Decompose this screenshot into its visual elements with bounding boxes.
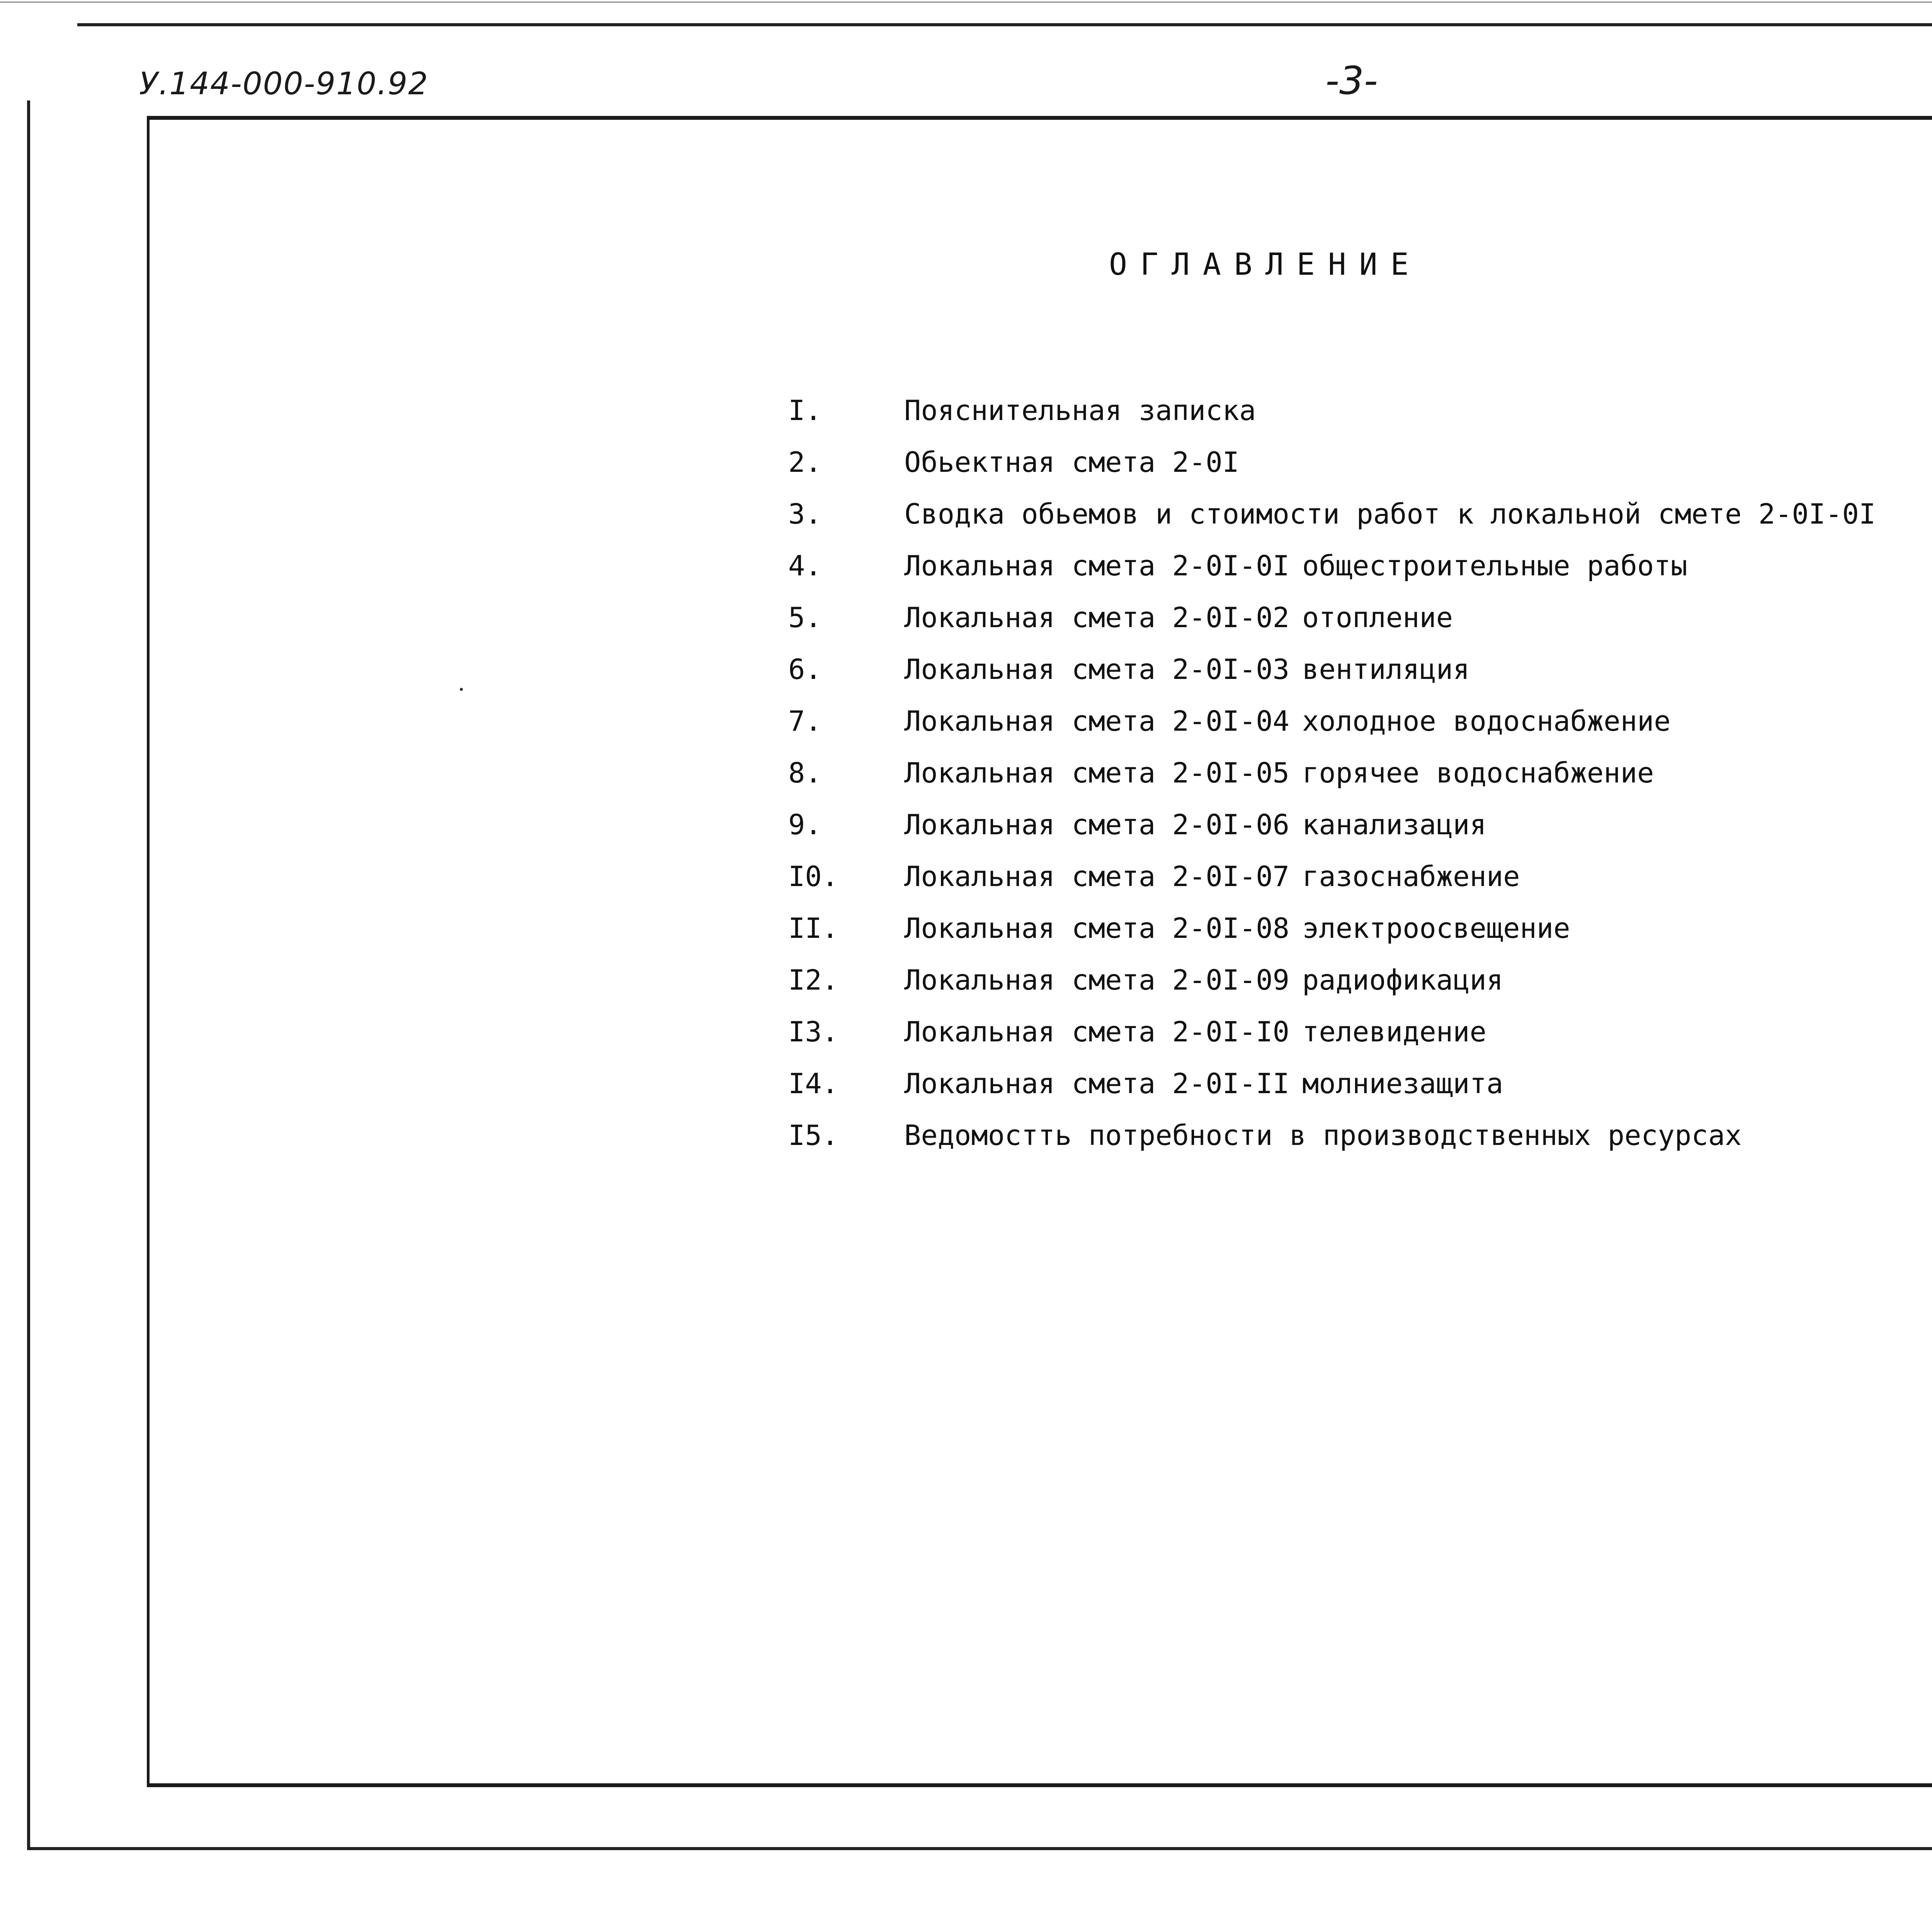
toc-row bbox=[788, 808, 1932, 851]
toc-item-number: 7. bbox=[788, 705, 822, 737]
toc-row bbox=[788, 964, 1932, 1006]
toc-item-text: Локальная смета 2-0I-09 bbox=[904, 964, 1289, 996]
toc-title: ОГЛАВЛЕНИЕ bbox=[1109, 247, 1422, 282]
toc-item-text: Локальная смета 2-0I-II bbox=[904, 1067, 1289, 1100]
toc-item-subtitle: телевидение bbox=[1302, 1015, 1486, 1048]
toc-item-subtitle: электроосвещение bbox=[1302, 912, 1570, 944]
outer-frame-bottom bbox=[27, 1847, 1932, 1850]
toc-row bbox=[788, 1015, 1932, 1058]
toc-row bbox=[788, 446, 1932, 488]
toc-item-number: 2. bbox=[788, 446, 822, 478]
toc-item-text: Ведомостть потребности в производственных ресурсах bbox=[904, 1119, 1742, 1152]
page-number: -3- bbox=[1325, 58, 1378, 103]
toc-row bbox=[788, 1119, 1932, 1162]
toc-item-text: Локальная смета 2-0I-04 bbox=[904, 705, 1289, 737]
toc-item-text: Сводка обьемов и стоимости работ к локальной смете 2-0I-0I bbox=[904, 498, 1876, 530]
toc-item-text: Локальная смета 2-0I-03 bbox=[904, 653, 1289, 685]
toc-item-number: I0. bbox=[788, 860, 839, 893]
toc-item-text: Локальная смета 2-0I-0I bbox=[904, 549, 1289, 582]
toc-item-number: 4. bbox=[788, 549, 822, 582]
toc-item-text: Пояснительная записка bbox=[904, 394, 1256, 427]
toc-row bbox=[788, 705, 1932, 747]
toc-item-text: Локальная смета 2-0I-05 bbox=[904, 757, 1289, 789]
outer-frame-left bbox=[27, 100, 30, 1850]
outer-frame-top bbox=[77, 23, 1932, 26]
toc-item-text: Локальная смета 2-0I-08 bbox=[904, 912, 1289, 944]
toc-item-subtitle: горячее водоснабжение bbox=[1302, 757, 1654, 789]
toc-row bbox=[788, 653, 1932, 696]
toc-row bbox=[788, 1067, 1932, 1110]
toc-item-subtitle: холодное водоснабжение bbox=[1302, 705, 1671, 737]
toc-item-text: Обьектная смета 2-0I bbox=[904, 446, 1239, 478]
toc-item-number: I3. bbox=[788, 1015, 839, 1048]
toc-row bbox=[788, 912, 1932, 954]
scan-speck bbox=[460, 688, 463, 691]
toc-item-number: I2. bbox=[788, 964, 839, 996]
toc-item-text: Локальная смета 2-0I-07 bbox=[904, 860, 1289, 893]
toc-item-number: II. bbox=[788, 912, 839, 944]
toc-item-number: 5. bbox=[788, 601, 822, 634]
scan-edge-line bbox=[0, 2, 1932, 3]
toc-item-text: Локальная смета 2-0I-02 bbox=[904, 601, 1289, 634]
toc-item-text: Локальная смета 2-0I-06 bbox=[904, 808, 1289, 841]
toc-item-subtitle: общестроительные работы bbox=[1302, 549, 1687, 582]
toc-item-subtitle: отопление bbox=[1302, 601, 1453, 634]
toc-item-number: I4. bbox=[788, 1067, 839, 1100]
toc-item-number: 8. bbox=[788, 757, 822, 789]
toc-row bbox=[788, 394, 1932, 437]
toc-row bbox=[788, 601, 1932, 644]
toc-item-number: I5. bbox=[788, 1119, 839, 1152]
toc-item-number: I. bbox=[788, 394, 822, 427]
toc-item-subtitle: канализация bbox=[1302, 808, 1486, 841]
toc-item-subtitle: газоснабжение bbox=[1302, 860, 1520, 893]
toc-item-number: 9. bbox=[788, 808, 822, 841]
toc-item-number: 6. bbox=[788, 653, 822, 685]
toc-item-subtitle: вентиляция bbox=[1302, 653, 1470, 685]
toc-row bbox=[788, 549, 1932, 592]
toc-item-subtitle: радиофикация bbox=[1302, 964, 1503, 996]
toc-item-text: Локальная смета 2-0I-I0 bbox=[904, 1015, 1289, 1048]
toc-row bbox=[788, 498, 1932, 540]
toc-item-subtitle: молниезащита bbox=[1302, 1067, 1503, 1100]
toc-row bbox=[788, 757, 1932, 799]
document-code: У.144-000-910.92 bbox=[139, 66, 429, 102]
toc-item-number: 3. bbox=[788, 498, 822, 530]
toc-row bbox=[788, 860, 1932, 903]
